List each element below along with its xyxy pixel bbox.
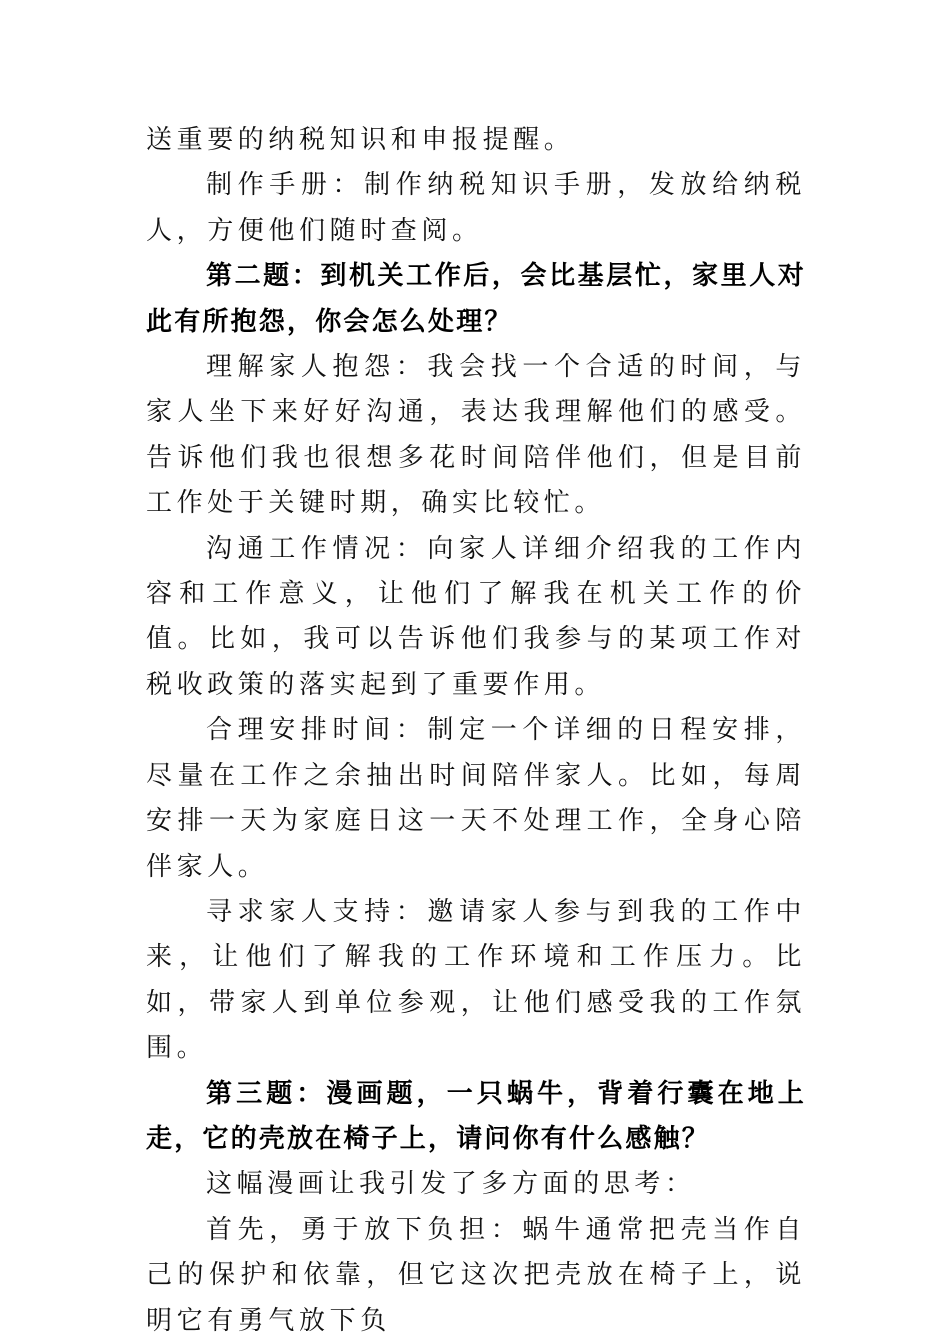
question-three-heading: 第三题：漫画题，一只蜗牛，背着行囊在地上走，它的壳放在椅子上，请问你有什么感触？ xyxy=(146,1078,806,1154)
paragraph-arrange-time: 合理安排时间：制定一个详细的日程安排，尽量在工作之余抽出时间陪伴家人。比如，每周安排一天为家庭日这一天不处理工作，全身心陪伴家人。 xyxy=(146,715,806,882)
paragraph-make-handbook: 制作手册：制作纳税知识手册，发放给纳税人，方便他们随时查阅。 xyxy=(146,170,806,246)
paragraph-let-go-burden: 首先，勇于放下负担：蜗牛通常把壳当作自己的保护和依靠，但它这次把壳放在椅子上，说明它有勇气放下负 xyxy=(146,1214,806,1336)
paragraph-reflection-intro: 这幅漫画让我引发了多方面的思考： xyxy=(206,1169,696,1200)
paragraph-continuation: 送重要的纳税知识和申报提醒。 xyxy=(146,125,575,155)
question-two-heading: 第二题：到机关工作后，会比基层忙，家里人对此有所抱怨，你会怎么处理？ xyxy=(146,261,806,337)
paragraph-communicate-work: 沟通工作情况：向家人详细介绍我的工作内容和工作意义，让他们了解我在机关工作的价值。比如，我可以告诉他们我参与的某项工作对税收政策的落实起到了重要作用。 xyxy=(146,533,806,700)
document-body xyxy=(146,118,806,1344)
paragraph-understand-family: 理解家人抱怨：我会找一个合适的时间，与家人坐下来好好沟通，表达我理解他们的感受。告诉他们我也很想多花时间陪伴他们，但是目前工作处于关键时期，确实比较忙。 xyxy=(146,352,806,519)
paragraph-seek-support: 寻求家人支持：邀请家人参与到我的工作中来，让他们了解我的工作环境和工作压力。比如，带家人到单位参观，让他们感受我的工作氛围。 xyxy=(146,896,806,1064)
